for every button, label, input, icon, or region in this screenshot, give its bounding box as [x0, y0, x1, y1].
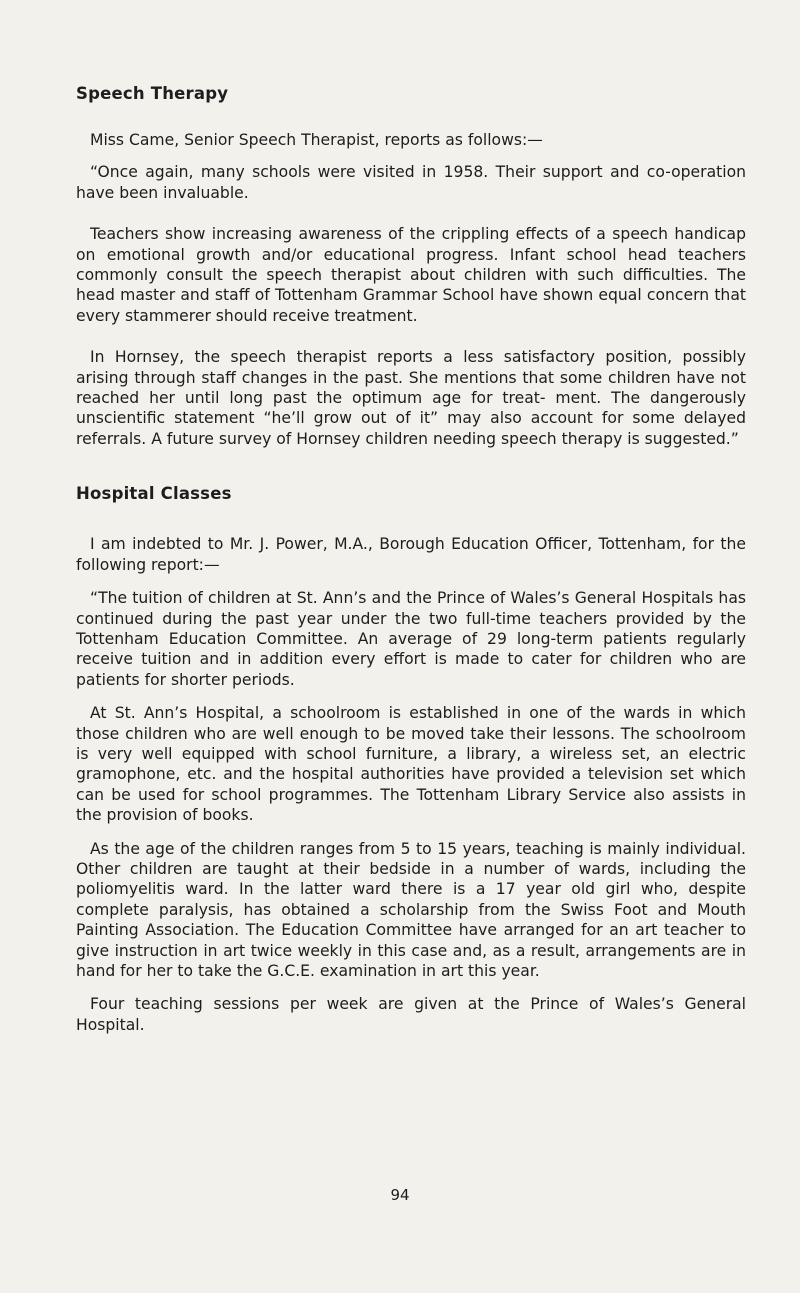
paragraph: Teachers show increasing awareness of the crippling effects of a speech handicap on emotional growth and/or educational progress. Infant school head teachers commonly consult the speech therapist about children with such difficulties. The head master and staff of Tottenham Grammar School have shown equal concern that every stammerer should receive treatment. [76, 225, 746, 325]
paragraph: Four teaching sessions per week are given at the Prince of Wales’s General Hospital. [76, 995, 746, 1034]
paragraph: “Once again, many schools were visited in 1958. Their support and co-operation have been invaluable. [76, 163, 746, 202]
document-page [76, 84, 746, 1035]
paragraph: “The tuition of children at St. Ann’s and the Prince of Wales’s General Hospitals has continued during the past year under the two full-time teachers provided by the Tottenham Education Committee. An average of 29 long-term patients regularly receive tuition and in addition every effort is made to cater for children who are patients for shorter periods. [76, 589, 746, 689]
paragraph: Miss Came, Senior Speech Therapist, reports as follows:— [90, 131, 543, 149]
paragraph: In Hornsey, the speech therapist reports a less satisfactory position, possibly arising through staff changes in the past. She mentions that some children have not reached her until long past the optimum age for treat- ment. The dangerously unscientific statement “he’ll grow out of it” may also account for some delayed referrals. A future survey of Hornsey children needing speech therapy is suggested.” [76, 348, 746, 448]
page-number: 94 [390, 1186, 410, 1204]
paragraph: I am indebted to Mr. J. Power, M.A., Borough Education Officer, Tottenham, for the following report:— [76, 535, 746, 574]
section-heading-speech-therapy: Speech Therapy [76, 84, 229, 103]
paragraph: As the age of the children ranges from 5 to 15 years, teaching is mainly individual. Other children are taught at their bedside in a number of wards, including the poliomyelitis ward. In the latter ward there is a 17 year old girl who, despite complete paralysis, has obtained a scholarship from the Swiss Foot and Mouth Painting Association. The Education Committee have arranged for an art teacher to give instruction in art twice weekly in this case and, as a result, arrangements are in hand for her to take the G.C.E. examination in art this year. [76, 839, 746, 980]
paragraph: At St. Ann’s Hospital, a schoolroom is established in one of the wards in which those children who are well enough to be moved take their lessons. The schoolroom is very well equipped with school furniture, a library, a wireless set, an electric gramophone, etc. and the hospital authorities have provided a television set which can be used for school programmes. The Tottenham Library Service also assists in the provision of books. [76, 704, 746, 825]
section-heading-hospital-classes: Hospital Classes [76, 484, 232, 504]
